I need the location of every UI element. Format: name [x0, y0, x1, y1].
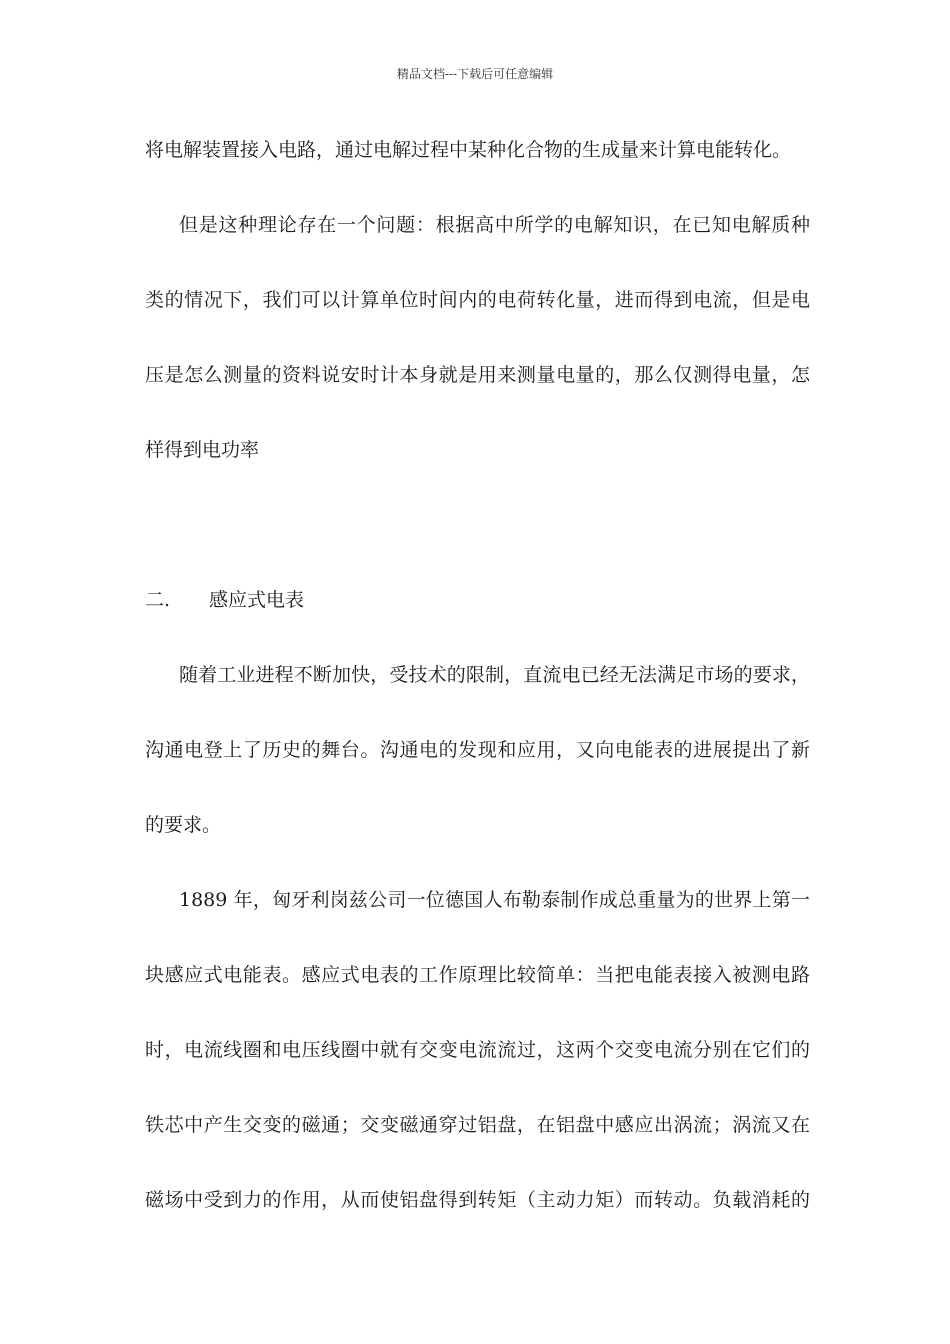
text-line: 磁场中受到力的作用，从而使铝盘得到转矩（主动力矩）而转动。负载消耗的	[145, 1189, 810, 1211]
text-line: 随着工业进程不断加快，受技术的限制，直流电已经无法满足市场的要求，	[179, 664, 810, 686]
paragraph-electrolysis-method	[145, 130, 810, 205]
text-line: 1889 年，匈牙利岗兹公司一位德国人布勒泰制作成总重量为的世界上第一	[179, 889, 810, 911]
paragraph-induction-meter-history	[145, 880, 810, 1255]
text-line: 时，电流线圈和电压线圈中就有交变电流流过，这两个交变电流分别在它们的	[145, 1039, 810, 1061]
text-line: 压是怎么测量的资料说安时计本身就是用来测量电量的，那么仅测得电量，怎	[145, 364, 810, 386]
text-line: 沟通电登上了历史的舞台。沟通电的发现和应用，又向电能表的进展提出了新	[145, 739, 810, 761]
section-number: 二.	[145, 589, 171, 611]
section-spacer	[145, 505, 810, 580]
paragraph-ac-development	[145, 655, 810, 880]
page-header: 精品文档---下载后可任意编辑	[396, 67, 554, 81]
text-line: 但是这种理论存在一个问题：根据高中所学的电解知识，在已知电解质种	[179, 214, 810, 236]
text-line: 样得到电功率	[145, 439, 260, 461]
section-heading	[145, 580, 810, 655]
text-line: 铁芯中产生交变的磁通；交变磁通穿过铝盘，在铝盘中感应出涡流；涡流又在	[145, 1114, 810, 1136]
text-line: 的要求。	[145, 814, 222, 836]
text-line: 块感应式电能表。感应式电表的工作原理比较简单：当把电能表接入被测电路	[145, 964, 810, 986]
section-title: 感应式电表	[209, 589, 305, 611]
paragraph-theory-problem	[145, 205, 810, 505]
document-body	[145, 130, 810, 1255]
text-line: 将电解装置接入电路，通过电解过程中某种化合物的生成量来计算电能转化。	[145, 139, 792, 161]
text-line: 类的情况下，我们可以计算单位时间内的电荷转化量，进而得到电流，但是电	[145, 289, 810, 311]
